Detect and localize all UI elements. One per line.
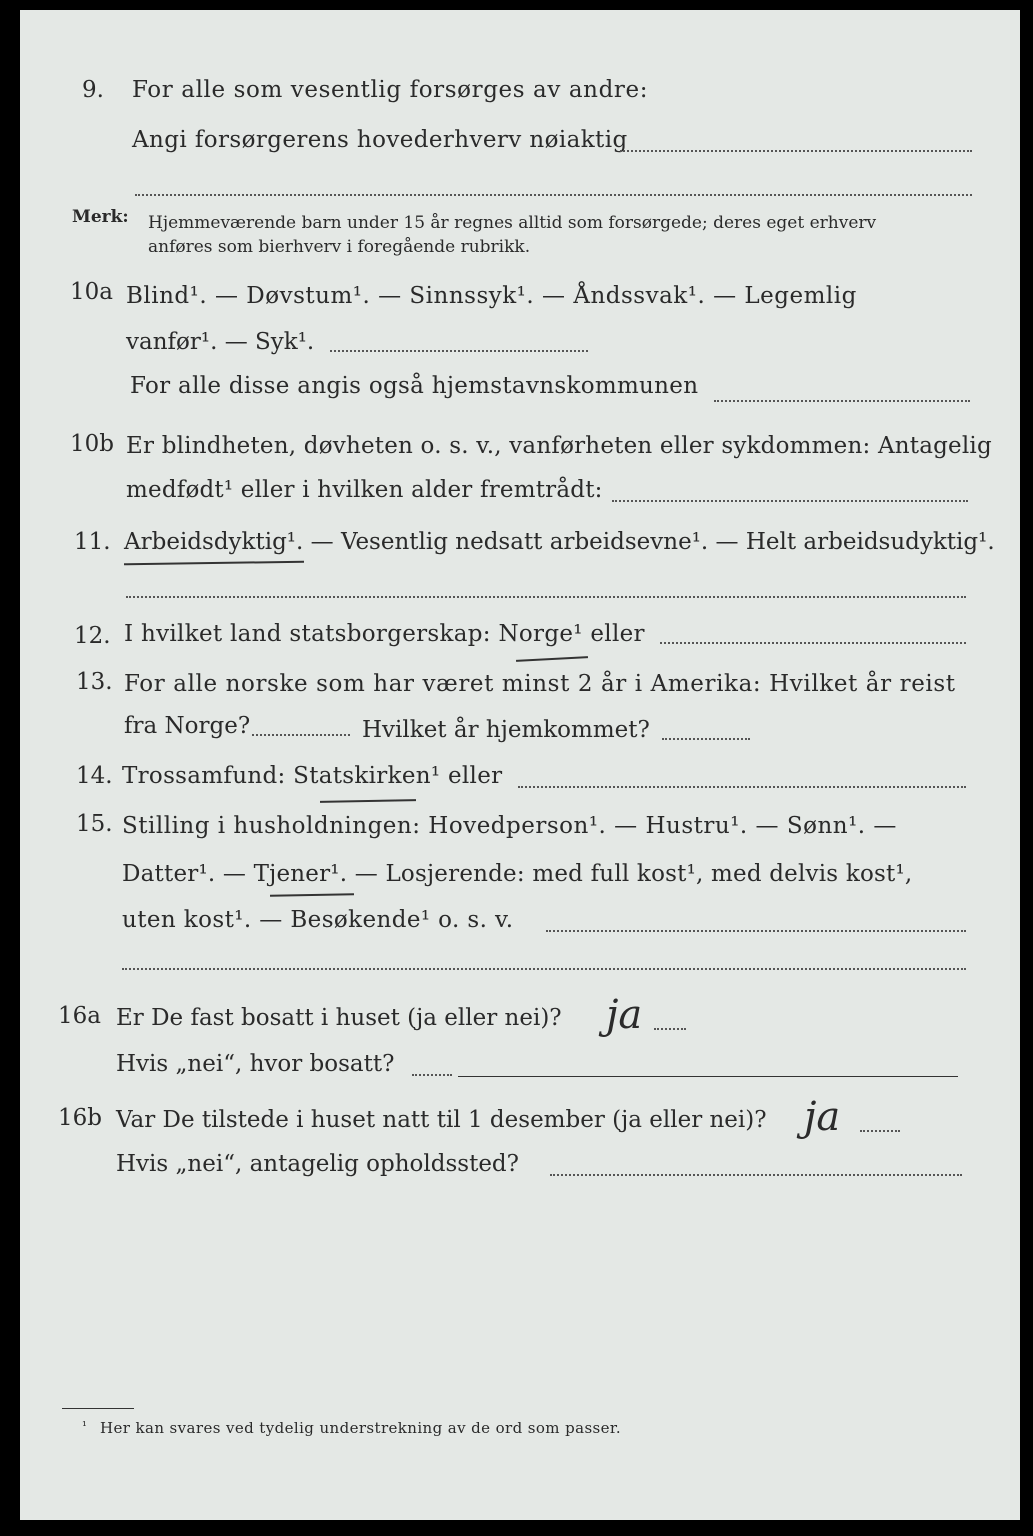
- question-9-subtext: Angi forsørgerens hovederhverv nøiaktig: [132, 127, 628, 153]
- underline-statskirken: [320, 799, 416, 803]
- answer-line-9b: [135, 194, 972, 196]
- answer-line-13b: [662, 738, 750, 740]
- census-form-page: [20, 10, 1020, 1520]
- note-text-2: anføres som bierhverv i foregående rubrikk.: [148, 237, 531, 257]
- question-13-text-2a: fra Norge?: [124, 713, 251, 739]
- question-15-text: Stilling i husholdningen: Hovedperson¹. — Hustru¹. — Sønn¹. —: [122, 813, 897, 839]
- question-12-number: 12.: [74, 623, 111, 649]
- question-16b-number: 16b: [58, 1105, 102, 1131]
- footnote-rule: [62, 1408, 134, 1409]
- answer-line-11: [126, 596, 966, 598]
- question-13-number: 13.: [76, 669, 113, 695]
- question-15-number: 15.: [76, 811, 113, 837]
- answer-line-15: [546, 930, 966, 932]
- question-10a-text-2: vanfør¹. — Syk¹.: [126, 329, 315, 355]
- underline-norge: [516, 656, 588, 662]
- answer-line-16a-c: [458, 1076, 958, 1077]
- question-9-number: 9.: [82, 77, 104, 103]
- answer-line-16a: [654, 1028, 686, 1030]
- answer-line-16b-b: [550, 1174, 962, 1176]
- answer-line-16b: [860, 1130, 900, 1132]
- question-14-number: 14.: [76, 763, 113, 789]
- question-14-text: Trossamfund: Statskirken¹ eller: [122, 763, 503, 789]
- question-10a-text-3: For alle disse angis også hjemstavnskommunen: [130, 373, 699, 399]
- note-label: Merk:: [72, 207, 129, 227]
- question-16b-text-2: Hvis „nei“, antagelig opholdssted?: [116, 1151, 519, 1177]
- question-9-text: For alle som vesentlig forsørges av andre:: [132, 77, 649, 103]
- answer-line-16a-b: [412, 1074, 452, 1076]
- answer-line-15b: [122, 968, 966, 970]
- question-10b-number: 10b: [70, 431, 114, 457]
- footnote-mark: ¹: [82, 1419, 87, 1433]
- note-text-1: Hjemmeværende barn under 15 år regnes alltid som forsørgede; deres eget erhverv: [148, 213, 877, 233]
- question-10b-text-2: medfødt¹ eller i hvilken alder fremtrådt:: [126, 477, 603, 503]
- underline-tjener: [270, 893, 354, 896]
- question-10a-text: Blind¹. — Døvstum¹. — Sinnssyk¹. — Åndssvak¹. — Legemlig: [126, 283, 857, 309]
- question-11-text: Arbeidsdyktig¹. — Vesentlig nedsatt arbeidsevne¹. — Helt arbeidsudyktig¹.: [124, 529, 995, 555]
- question-16a-text-2: Hvis „nei“, hvor bosatt?: [116, 1051, 395, 1077]
- question-11-number: 11.: [74, 529, 111, 555]
- question-13-text: For alle norske som har været minst 2 år i Amerika: Hvilket år reist: [124, 671, 956, 697]
- footnote-text: Her kan svares ved tydelig understrekning av de ord som passer.: [100, 1419, 622, 1437]
- answer-line-12: [660, 642, 966, 644]
- answer-line-9: [620, 150, 972, 152]
- question-16a-text: Er De fast bosatt i huset (ja eller nei)?: [116, 1005, 562, 1031]
- question-15-text-2: Datter¹. — Tjener¹. — Losjerende: med full kost¹, med delvis kost¹,: [122, 861, 913, 887]
- question-10b-text: Er blindheten, døvheten o. s. v., vanførheten eller sykdommen: Antagelig: [126, 433, 992, 459]
- question-10a-number: 10a: [70, 279, 113, 305]
- answer-line-10b: [612, 500, 968, 502]
- answer-line-14: [518, 786, 966, 788]
- answer-line-10a-b: [714, 400, 970, 402]
- question-15-text-3: uten kost¹. — Besøkende¹ o. s. v.: [122, 907, 514, 933]
- answer-16b-handwritten: ja: [804, 1094, 841, 1140]
- underline-arbeidsdyktig: [124, 561, 304, 566]
- question-13-text-2b: Hvilket år hjemkommet?: [362, 717, 650, 743]
- answer-16a-handwritten: ja: [606, 992, 643, 1038]
- question-16a-number: 16a: [58, 1003, 101, 1029]
- answer-line-10a: [330, 350, 588, 352]
- question-12-text: I hvilket land statsborgerskap: Norge¹ eller: [124, 621, 645, 647]
- question-16b-text: Var De tilstede i huset natt til 1 desember (ja eller nei)?: [116, 1107, 767, 1133]
- answer-line-13a: [252, 734, 350, 736]
